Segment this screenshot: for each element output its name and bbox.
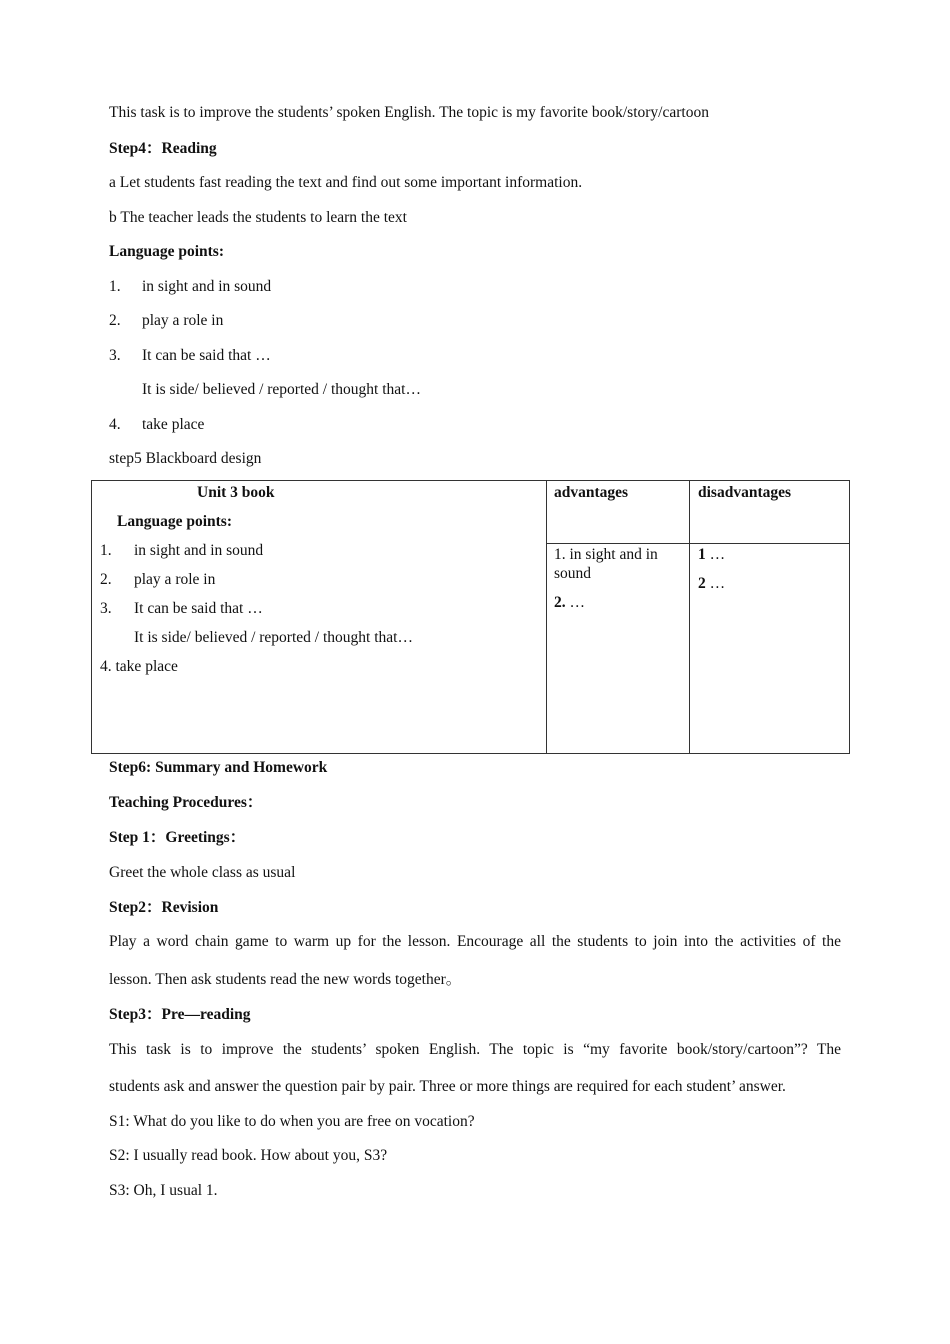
list-item-continuation: It is side/ believed / reported / thought that… xyxy=(142,381,421,398)
table-divider xyxy=(689,481,690,753)
list-item-number: 2. xyxy=(109,312,121,329)
table-list-item: in sight and in sound xyxy=(134,542,264,559)
dialogue-line-s2: S2: I usually read book. How about you, S3? xyxy=(109,1147,388,1164)
step4-instruction-b: b The teacher leads the students to learn the text xyxy=(109,209,407,226)
table-divider xyxy=(546,481,547,753)
dialogue-line-s3: S3: Oh, I usual 1. xyxy=(109,1182,218,1199)
table-list-number: 1. xyxy=(100,542,112,559)
list-item-number: 1. xyxy=(109,278,121,295)
disadvantages-header: disadvantages xyxy=(698,484,792,501)
advantage-item xyxy=(554,593,585,613)
step3-heading: Step3：Pre—reading xyxy=(109,1006,251,1023)
blackboard-design-table xyxy=(91,480,850,754)
list-item-number: 4. xyxy=(109,416,121,433)
advantage-item: 1. in sight and in xyxy=(554,546,658,563)
list-item: take place xyxy=(142,416,205,433)
step2-heading: Step2：Revision xyxy=(109,899,219,916)
disadvantage-item-text: … xyxy=(705,575,726,592)
list-item-number: 3. xyxy=(109,347,121,364)
step3-paragraph-line: students ask and answer the question pair by pair. Three or more things are required for each student’ answer. xyxy=(109,1078,786,1095)
step4-instruction-a: a Let students fast reading the text and find out some important information. xyxy=(109,174,583,191)
table-list-item: 4. take place xyxy=(100,658,178,675)
table-subtitle: Language points: xyxy=(117,513,232,530)
language-points-heading: Language points: xyxy=(109,243,224,260)
advantage-item-text: … xyxy=(565,594,585,611)
advantage-item-number: 2. xyxy=(554,594,566,611)
table-title: Unit 3 book xyxy=(197,484,275,501)
table-list-item: It can be said that … xyxy=(134,600,263,617)
table-list-number: 3. xyxy=(100,600,112,617)
table-list-number: 2. xyxy=(100,571,112,588)
step6-heading: Step6: Summary and Homework xyxy=(109,759,328,776)
list-item: play a role in xyxy=(142,312,224,329)
step1-text: Greet the whole class as usual xyxy=(109,864,296,881)
disadvantage-item xyxy=(698,574,725,594)
step4-heading: Step4：Reading xyxy=(109,140,217,157)
teaching-procedures-heading: Teaching Procedures： xyxy=(109,794,263,811)
intro-paragraph: This task is to improve the students’ spoken English. The topic is my favorite book/story/cartoon xyxy=(109,104,709,121)
step3-paragraph-line: This task is to improve the students’ spoken English. The topic is “my favorite book/story/cartoon”? The xyxy=(109,1041,841,1058)
advantage-item-continuation: sound xyxy=(554,565,592,582)
list-item: in sight and in sound xyxy=(142,278,272,295)
table-divider xyxy=(546,543,849,544)
step2-paragraph-line: Play a word chain game to warm up for the lesson. Encourage all the students to join into the activities of the xyxy=(109,933,841,950)
step1-heading: Step 1：Greetings： xyxy=(109,829,246,846)
advantages-header: advantages xyxy=(554,484,629,501)
list-item: It can be said that … xyxy=(142,347,271,364)
step5-heading: step5 Blackboard design xyxy=(109,450,262,467)
disadvantage-item xyxy=(698,545,725,565)
table-list-continuation: It is side/ believed / reported / thought that… xyxy=(134,629,413,646)
dialogue-line-s1: S1: What do you like to do when you are free on vocation? xyxy=(109,1113,475,1130)
table-list-item: play a role in xyxy=(134,571,216,588)
step2-paragraph-line: lesson. Then ask students read the new words together。 xyxy=(109,971,462,988)
disadvantage-item-number: 1 xyxy=(698,546,706,563)
disadvantage-item-text: … xyxy=(705,546,726,563)
disadvantage-item-number: 2 xyxy=(698,575,706,592)
